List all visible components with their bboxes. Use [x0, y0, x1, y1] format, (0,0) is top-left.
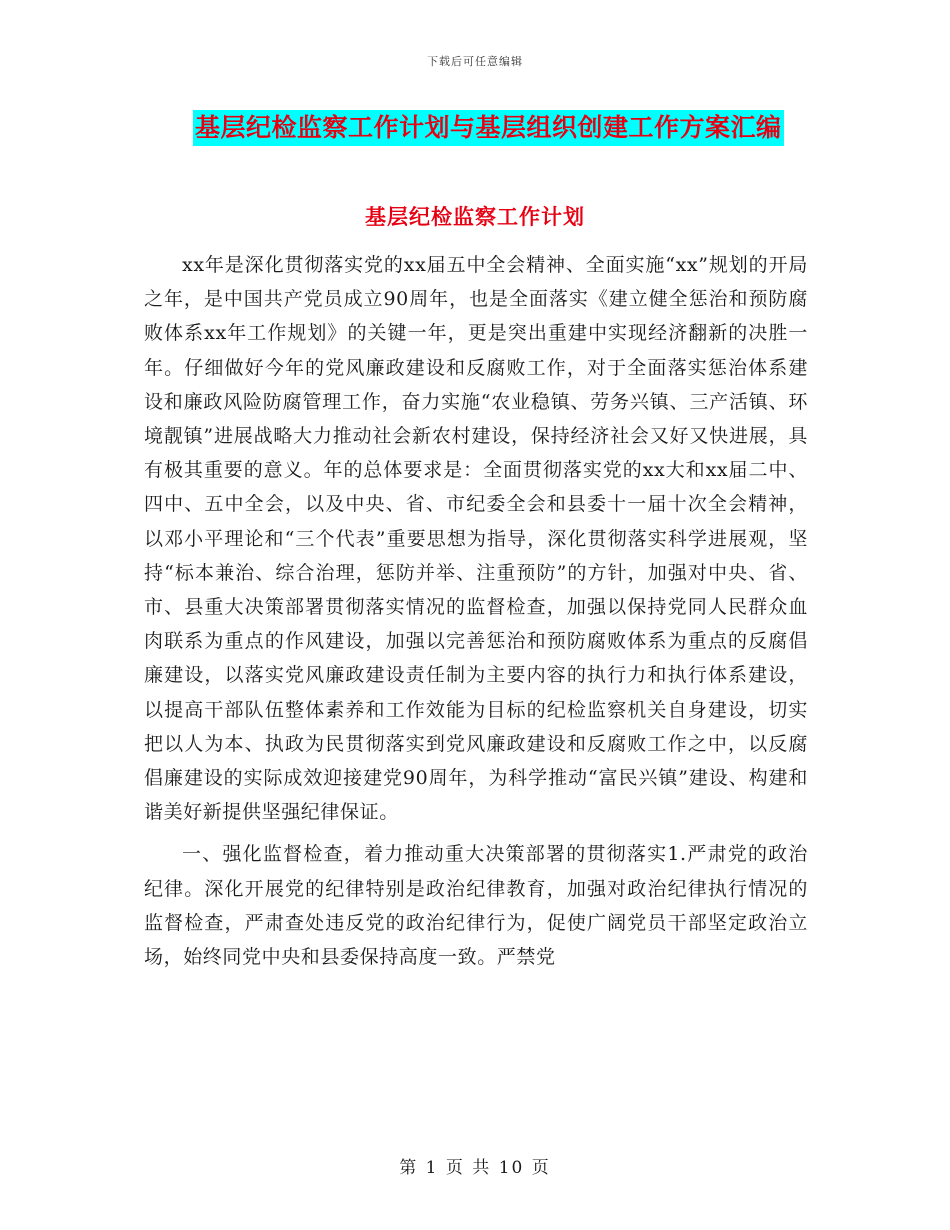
page-footer: 第 1 页 共 10 页	[399, 1158, 551, 1178]
section-title: 基层纪检监察工作计划	[365, 204, 585, 229]
main-title-container	[193, 110, 803, 146]
page-header-note: 下载后可任意编辑	[427, 55, 523, 68]
body-paragraph-1: xx年是深化贯彻落实党的xx届五中全会精神、全面实施“xx”规划的开局之年，是中国共产党员成立90周年，也是全面落实《建立健全惩治和预防腐败体系xx年工作规划》的关键一年，更是突出重建中实现经济翻新的决胜一年。仔细做好今年的党风廉政建设和反腐败工作，对于全面落实惩治体系建设和廉政风险防腐管理工作，奋力实施“农业稳镇、劳务兴镇、三产活镇、环境靓镇”进展战略大力推动社会新农村建设，保持经济社会又好又快进展，具有极其重要的意义。年的总体要求是：全面贯彻落实党的xx大和xx届二中、四中、五中全会，以及中央、省、市纪委全会和县委十一届十次全会精神，以邓小平理论和“三个代表”重要思想为指导，深化贯彻落实科学进展观，坚持“标本兼治、综合治理，惩防并举、注重预防”的方针，加强对中央、省、市、县重大决策部署贯彻落实情况的监督检查，加强以保持党同人民群众血肉联系为重点的作风建设，加强以完善惩治和预防腐败体系为重点的反腐倡廉建设，以落实党风廉政建设责任制为主要内容的执行力和执行体系建设，以提高干部队伍整体素养和工作效能为目标的纪检监察机关自身建设，切实把以人为本、执政为民贯彻落实到党风廉政建设和反腐败工作之中，以反腐倡廉建设的实际成效迎接建党90周年，为科学推动“富民兴镇”建设、构建和谐美好新提供坚强纪律保证。	[144, 254, 808, 824]
document-body	[144, 248, 808, 974]
body-paragraph-2: 一、强化监督检查，着力推动重大决策部署的贯彻落实1.严肃党的政治纪律。深化开展党的纪律特别是政治纪律教育，加强对政治纪律执行情况的监督检查，严肃查处违反党的政治纪律行为，促使广阔党员干部坚定政治立场，始终同党中央和县委保持高度一致。严禁党	[144, 843, 808, 969]
main-title: 基层纪检监察工作计划与基层组织创建工作方案汇编	[193, 110, 784, 146]
